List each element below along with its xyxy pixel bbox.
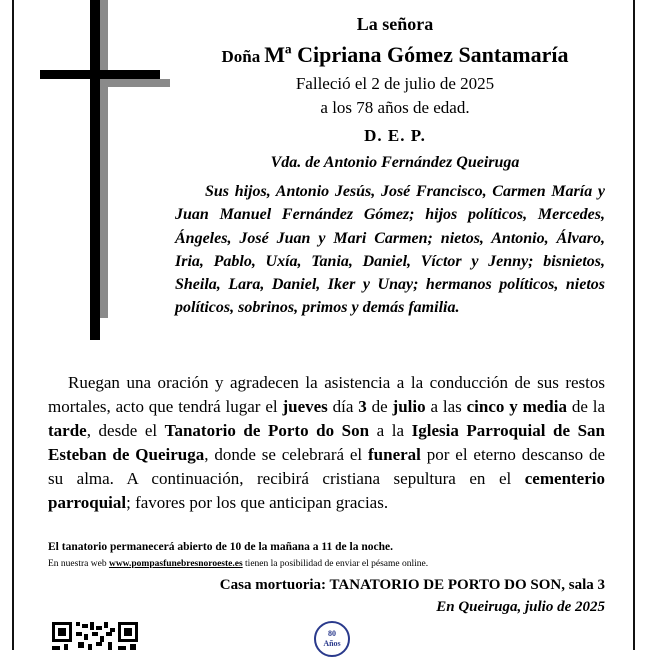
death-date: Falleció el 2 de julio de 2025 (295, 74, 495, 93)
deceased-name (165, 42, 625, 68)
service-time: cinco y media (466, 397, 567, 416)
widow-of: Vda. de Antonio Fernández Queiruga (270, 154, 520, 171)
cross-horizontal-bar (40, 70, 160, 79)
service-date: 3 (358, 397, 367, 416)
tanatorio-hours: El tanatorio permanecerá abierto de 10 de la mañana a 11 de la noche. (48, 541, 393, 553)
service-origin: Tanatorio de Porto do Son (164, 421, 370, 440)
anniversary-badge-icon (314, 621, 350, 657)
web-link[interactable]: www.pompasfunebresnoroeste.es (108, 559, 243, 569)
left-border (12, 0, 14, 650)
cross-horizontal-shadow (100, 79, 170, 87)
cross-icon (40, 0, 170, 340)
cross-vertical-bar (90, 0, 100, 340)
place-date: En Queiruga, julio de 2025 (436, 599, 605, 615)
title: La señora (356, 14, 434, 34)
badge-text: Años (323, 639, 341, 648)
qr-code-icon[interactable] (52, 620, 140, 650)
badge-number: 80 (328, 629, 336, 638)
web-note: En nuestra web www.pompasfunebresnoroeste.es tienen la posibilidad de enviar el pésame online. (48, 559, 429, 569)
service-church: Iglesia Parroquial de San Esteban de Queiruga (48, 421, 605, 464)
name-prefix: Doña (221, 47, 261, 66)
service-day: jueves (282, 397, 328, 416)
service-paragraph: Ruegan una oración y agradecen la asistencia a la conducción de sus restos mortales, acto que tendrá lugar el jueves día 3 de julio a las cinco y media de la tarde, desde el Tanatorio de Porto do Son a la Iglesia Parroquial de San Esteban de Queiruga, donde se celebrará el funeral por el eterno descanso de su alma. A continuación, recibirá cristiana sepultura en el cementerio parroquial; favores por los que anticipan gracias. (48, 373, 605, 512)
service-funeral: funeral (368, 445, 421, 464)
name-text: Mª Cipriana Gómez Santamaría (264, 42, 569, 67)
family-list: Sus hijos, Antonio Jesús, José Francisco, Carmen María y Juan Manuel Fernández Gómez; hijos políticos, Mercedes, Ángeles, José Juan y Mari Carmen; nietos, Antonio, Álvaro, Iria, Pablo, Uxía, Tania, Daniel, Víctor y Jenny; bisnietos, Sheila, Lara, Daniel, Iker y Unay; hermanos políticos, nietos políticos, sobrinos, primos y demás familia. (175, 183, 605, 317)
cross-vertical-shadow (100, 0, 108, 318)
age: a los 78 años de edad. (320, 98, 470, 117)
service-period: tarde (48, 421, 87, 440)
casa-mortuoria: Casa mortuoria: TANATORIO DE PORTO DO SON, sala 3 (219, 577, 605, 593)
service-month: julio (392, 397, 426, 416)
service-cemetery: cementerio parroquial (48, 469, 605, 512)
right-border (633, 0, 635, 650)
dep: D. E. P. (364, 126, 426, 145)
